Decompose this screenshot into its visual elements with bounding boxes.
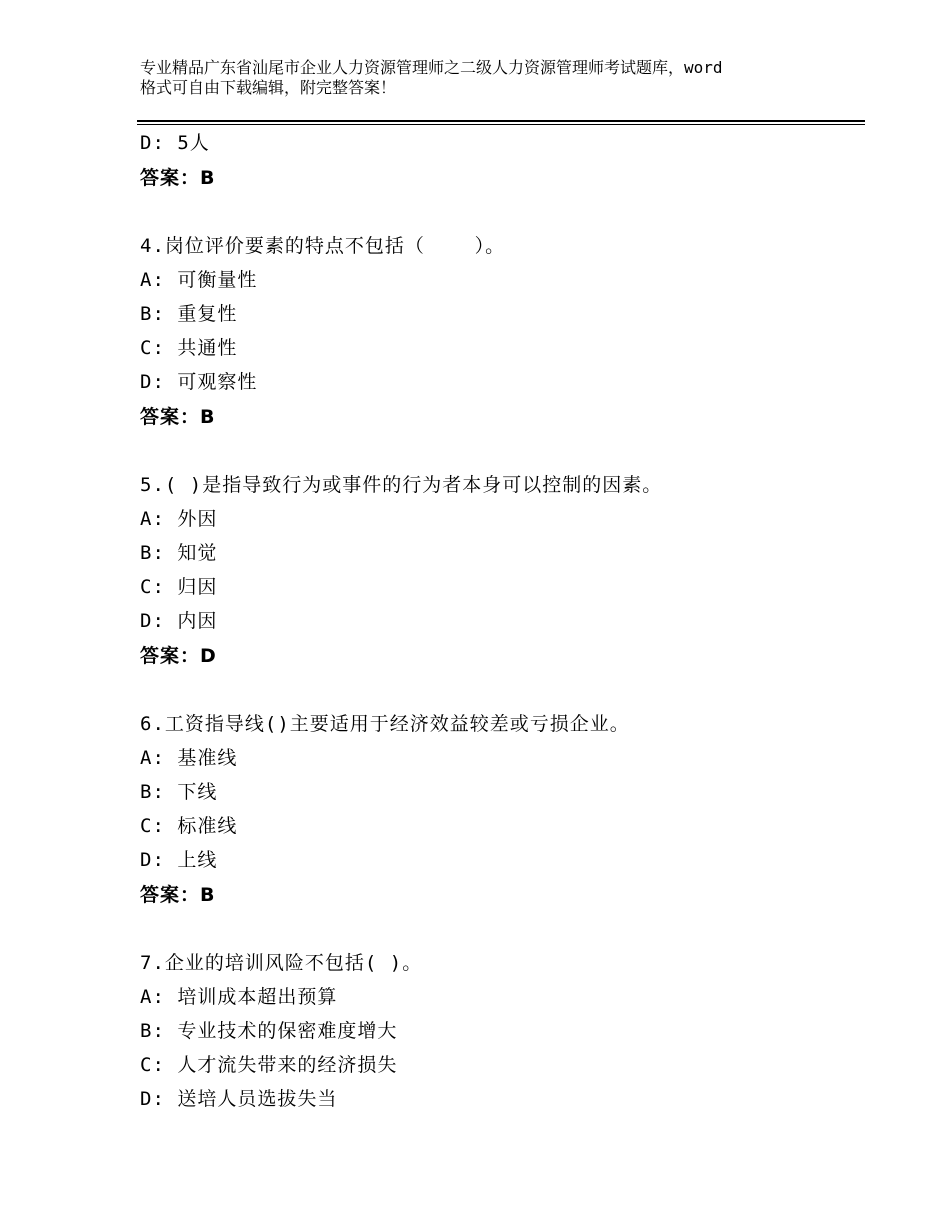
answer-line: 答案：B — [140, 884, 216, 906]
header-divider-thin — [137, 124, 865, 125]
option-line: C: 标准线 — [140, 815, 238, 837]
option-line: C: 人才流失带来的经济损失 — [140, 1054, 398, 1076]
option-line: C: 共通性 — [140, 337, 238, 359]
answer-line: 答案：B — [140, 406, 216, 428]
answer-line: 答案：D — [140, 645, 217, 667]
question-stem: 4.岗位评价要素的特点不包括（ ）。 — [140, 235, 506, 257]
option-line: A: 基准线 — [140, 747, 238, 769]
option-line: A: 培训成本超出预算 — [140, 986, 338, 1008]
question-stem: 6.工资指导线()主要适用于经济效益较差或亏损企业。 — [140, 713, 630, 735]
option-line: A: 可衡量性 — [140, 269, 258, 291]
option-line: D: 内因 — [140, 610, 218, 632]
option-line: D: 可观察性 — [140, 371, 258, 393]
question-stem: 5.( )是指导致行为或事件的行为者本身可以控制的因素。 — [140, 474, 663, 496]
document-header-title: 专业精品广东省汕尾市企业人力资源管理师之二级人力资源管理师考试题库，word 格式可自由下载编辑，附完整答案！ — [140, 58, 723, 97]
option-line: B: 知觉 — [140, 542, 218, 564]
option-line: A: 外因 — [140, 508, 218, 530]
header-divider-thick — [137, 120, 865, 122]
option-line: C: 归因 — [140, 576, 218, 598]
option-line: D: 送培人员选拔失当 — [140, 1088, 338, 1110]
option-line: B: 重复性 — [140, 303, 238, 325]
question-stem: 7.企业的培训风险不包括( )。 — [140, 952, 423, 974]
option-line: B: 下线 — [140, 781, 218, 803]
option-line: B: 专业技术的保密难度增大 — [140, 1020, 398, 1042]
option-line: D: 上线 — [140, 849, 218, 871]
option-line: D: 5人 — [140, 132, 210, 154]
answer-line: 答案：B — [140, 167, 216, 189]
